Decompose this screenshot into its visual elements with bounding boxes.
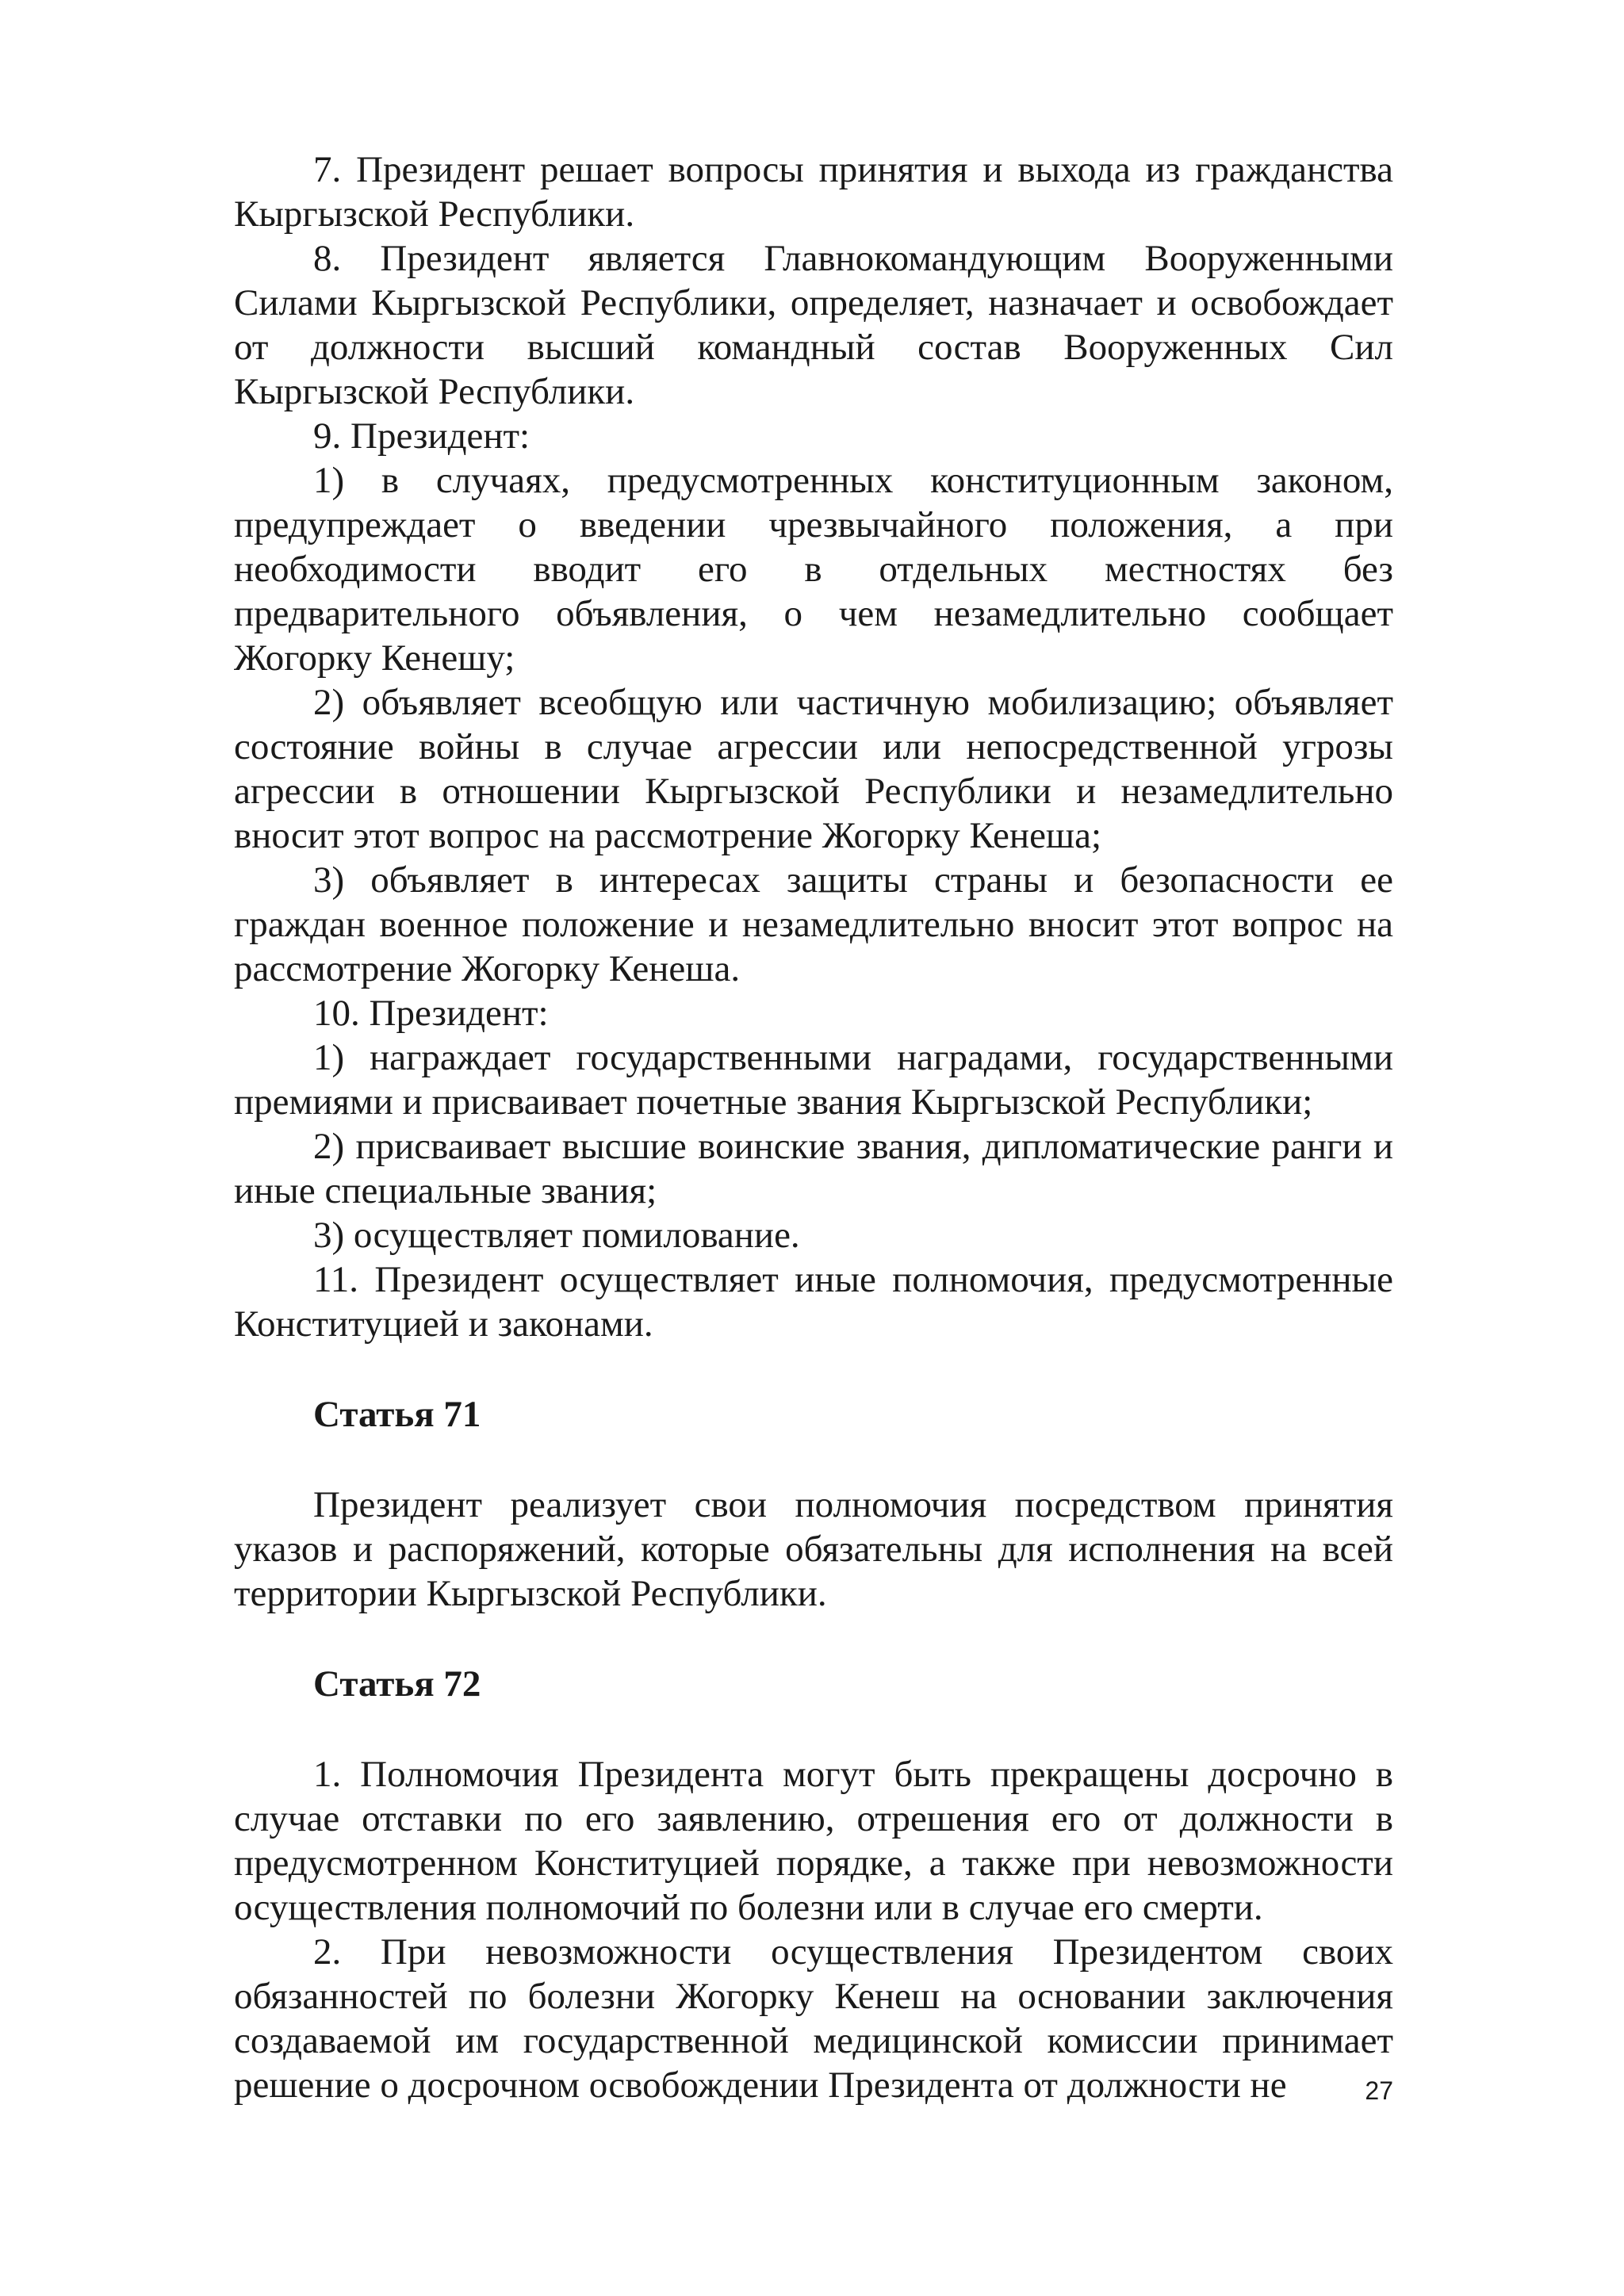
spacer xyxy=(234,1616,1393,1662)
article-72-paragraph-2: 2. При невозможности осуществления Президентом своих обязанностей по болезни Жогорку Кенеш на основании заключения создаваемой им государственной медицинской комиссии принимает решение о досрочном освобождении Президента от должности не xyxy=(234,1931,1393,2106)
paragraph-8: 8. Президент является Главнокомандующим Вооруженными Силами Кыргызской Республики, определяет, назначает и освобождает от должности высший командный состав Вооруженных Сил Кыргызской Республики. xyxy=(234,238,1393,412)
paragraph-10: 10. Президент: xyxy=(313,993,549,1034)
paragraph-7: 7. Президент решает вопросы принятия и выхода из гражданства Кыргызской Республики. xyxy=(234,149,1393,235)
paragraph-9-item-1: 1) в случаях, предусмотренных конституционным законом, предупреждает о введении чрезвычайного положения, а при необходимости вводит его в отдельных местностях без предварительного объявления, о чем незамедлительно сообщает Жогорку Кенешу; xyxy=(234,460,1393,679)
paragraph-9-item-2: 2) объявляет всеобщую или частичную мобилизацию; объявляет состояние войны в случае агрессии или непосредственной угрозы агрессии в отношении Кыргызской Республики и незамедлительно вносит этот вопрос на рассмотрение Жогорку Кенеша; xyxy=(234,682,1393,856)
paragraph-9: 9. Президент: xyxy=(313,415,530,457)
spacer xyxy=(234,1706,1393,1752)
spacer xyxy=(234,1437,1393,1483)
document-body xyxy=(234,147,1393,2107)
paragraph-10-item-1: 1) награждает государственными наградами, государственными премиями и присваивает почетные звания Кыргызской Республики; xyxy=(234,1037,1393,1123)
article-72-heading: Статья 72 xyxy=(313,1663,481,1705)
paragraph-10-item-3: 3) осуществляет помилование. xyxy=(313,1215,800,1256)
paragraph-11: 11. Президент осуществляет иные полномочия, предусмотренные Конституцией и законами. xyxy=(234,1259,1393,1345)
paragraph-10-item-2: 2) присваивает высшие воинские звания, дипломатические ранги и иные специальные звания; xyxy=(234,1126,1393,1211)
article-71-heading: Статья 71 xyxy=(313,1394,481,1435)
page-number: 27 xyxy=(1365,2076,1393,2105)
article-71-paragraph: Президент реализует свои полномочия посредством принятия указов и распоряжений, которые обязательны для исполнения на всей территории Кыргызской Республики. xyxy=(234,1484,1393,1614)
article-72-paragraph-1: 1. Полномочия Президента могут быть прекращены досрочно в случае отставки по его заявлению, отрешения его от должности в предусмотренном Конституцией порядке, а также при невозможности осуществления полномочий по болезни или в случае его смерти. xyxy=(234,1754,1393,1928)
paragraph-9-item-3: 3) объявляет в интересах защиты страны и безопасности ее граждан военное положение и незамедлительно вносит этот вопрос на рассмотрение Жогорку Кенеша. xyxy=(234,859,1393,989)
spacer xyxy=(234,1346,1393,1392)
